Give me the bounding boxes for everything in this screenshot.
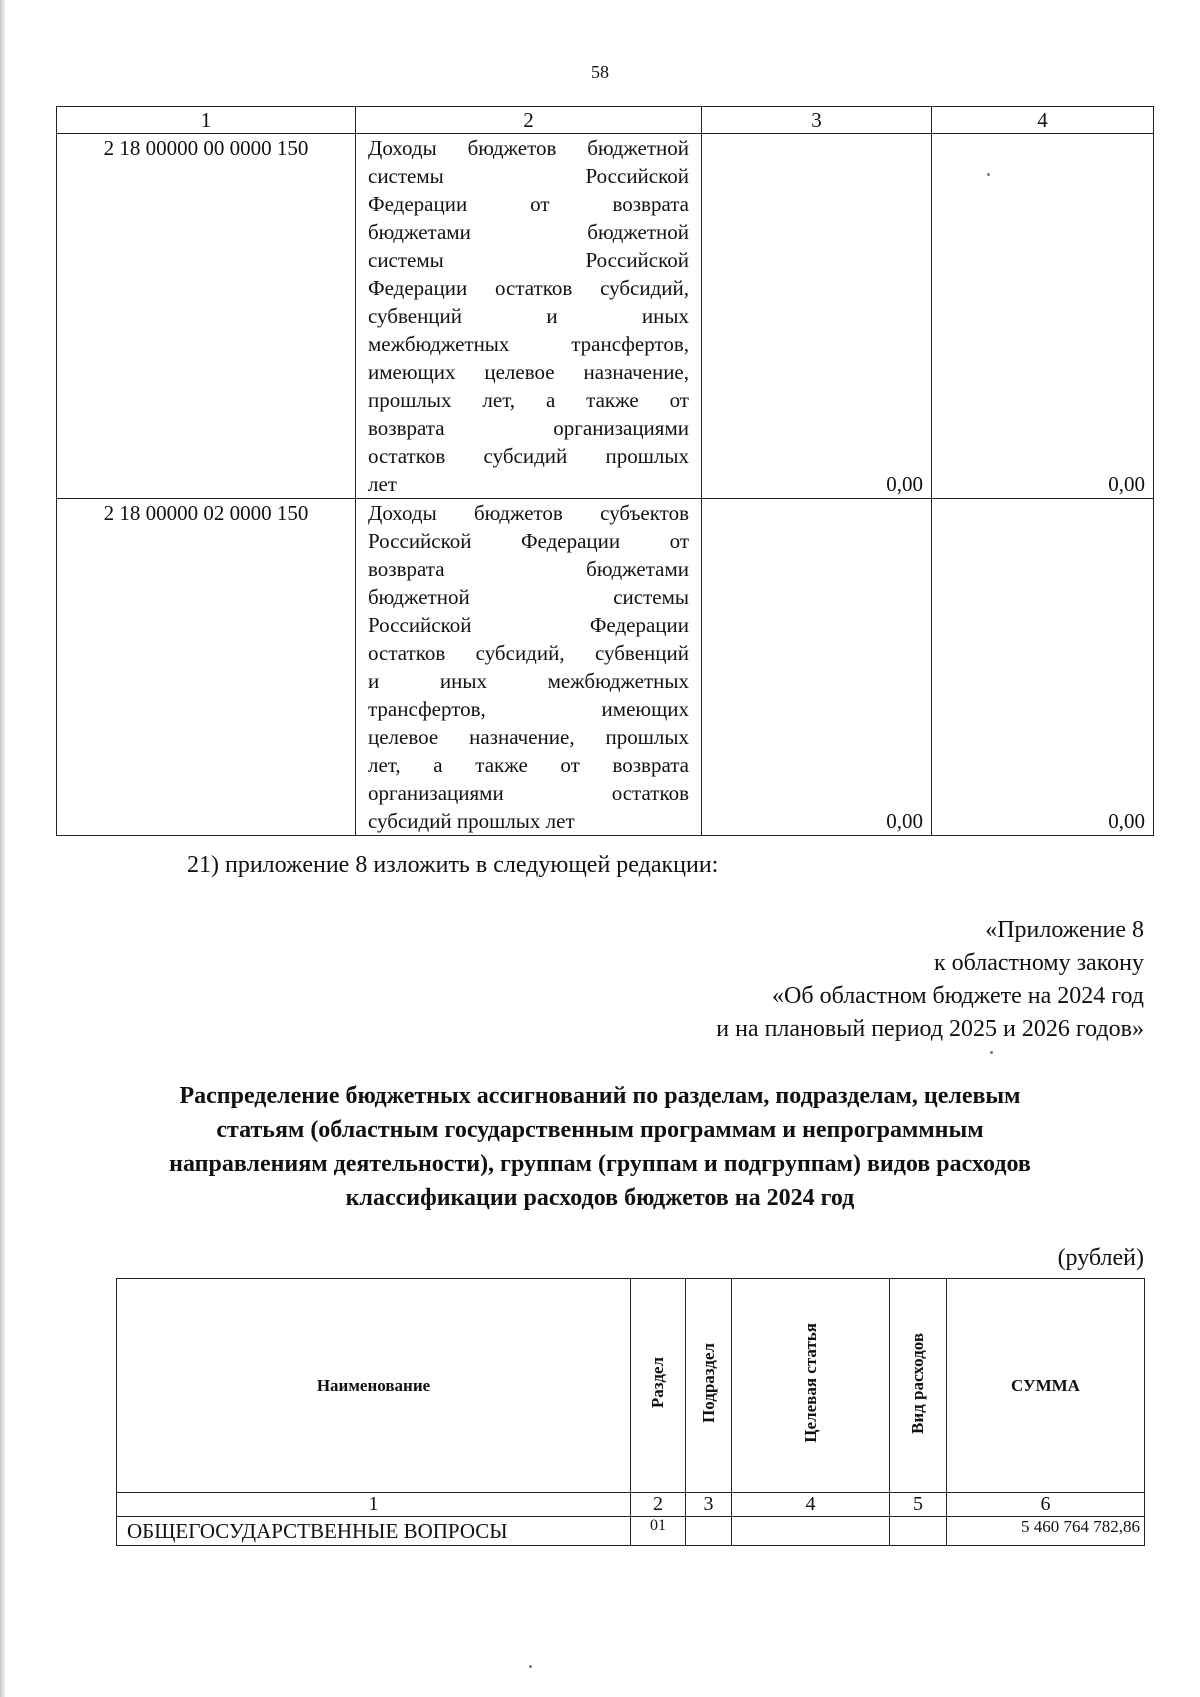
description-line: системы Российской — [368, 248, 689, 272]
description-line: Федерации остатков субсидий, — [368, 276, 689, 300]
table-row — [117, 1517, 1145, 1546]
description-line: Российской Федерации — [368, 613, 689, 637]
description-line: системы Российской — [368, 164, 689, 188]
description-line: имеющих целевое назначение, — [368, 360, 689, 384]
heading-line: классификации расходов бюджетов на 2024 год — [345, 1185, 855, 1211]
appendix-line: «Об областном бюджете на 2024 год — [772, 983, 1144, 1009]
appendix-line: к областному закону — [933, 950, 1144, 976]
row-target-item — [732, 1517, 890, 1546]
row-expense-type — [890, 1517, 947, 1546]
description-line: бюджетной системы — [368, 585, 689, 609]
column-index: 1 — [117, 1493, 631, 1517]
expenditure-table — [116, 1278, 1145, 1546]
description-line: лет, а также от возврата — [368, 753, 689, 777]
column-header-sum: СУММА — [947, 1279, 1145, 1493]
row-sum: 5 460 764 782,86 — [947, 1517, 1145, 1546]
description-line: Доходы бюджетов субъектов — [368, 501, 689, 525]
column-header: 4 — [932, 107, 1154, 134]
column-index: 4 — [732, 1493, 890, 1517]
description-line: межбюджетных трансфертов, — [368, 332, 689, 356]
description-line: субвенций и иных — [368, 304, 689, 328]
description-line: Доходы бюджетов бюджетной — [368, 136, 689, 160]
revenue-table — [56, 106, 1154, 836]
row-name: ОБЩЕГОСУДАРСТВЕННЫЕ ВОПРОСЫ — [117, 1517, 631, 1546]
amount-col4: 0,00 — [932, 134, 1154, 499]
column-header-expense-type: Вид расходов — [890, 1279, 947, 1493]
heading-line: Распределение бюджетных ассигнований по разделам, подразделам, целевым — [179, 1083, 1021, 1109]
column-index-row — [117, 1493, 1145, 1517]
table-row — [57, 499, 1154, 836]
column-header-subsection: Подраздел — [686, 1279, 732, 1493]
budget-code: 2 18 00000 02 0000 150 — [57, 499, 356, 836]
description-line: бюджетами бюджетной — [368, 220, 689, 244]
description-line: остатков субсидий прошлых — [368, 444, 689, 468]
scan-speck — [529, 1665, 532, 1668]
row-description — [356, 134, 702, 499]
description-line: Российской Федерации от — [368, 529, 689, 553]
document-heading — [90, 1079, 1110, 1215]
scan-speck — [987, 173, 990, 176]
column-index: 5 — [890, 1493, 947, 1517]
column-header: 1 — [57, 107, 356, 134]
column-header-target-item: Целевая статья — [732, 1279, 890, 1493]
column-header-section: Раздел — [631, 1279, 686, 1493]
table-header-row — [117, 1279, 1145, 1493]
row-section: 01 — [631, 1517, 686, 1546]
description-line: целевое назначение, прошлых — [368, 725, 689, 749]
description-line: субсидий прошлых лет — [368, 809, 575, 833]
column-header: 3 — [702, 107, 932, 134]
description-line: лет — [368, 472, 397, 496]
page-number: 58 — [591, 62, 609, 82]
description-line: трансфертов, имеющих — [368, 697, 689, 721]
unit-label: (рублей) — [1057, 1245, 1144, 1271]
row-subsection — [686, 1517, 732, 1546]
description-line: возврата организациями — [368, 416, 689, 440]
table-row — [57, 134, 1154, 499]
appendix-line: и на плановый период 2025 и 2026 годов» — [716, 1016, 1144, 1042]
description-line: возврата бюджетами — [368, 557, 689, 581]
description-line: организациями остатков — [368, 781, 689, 805]
table-header-row — [57, 107, 1154, 134]
description-line: и иных межбюджетных — [368, 669, 689, 693]
row-description — [356, 499, 702, 836]
appendix-reference — [716, 914, 1144, 1046]
amount-col3: 0,00 — [702, 499, 932, 836]
column-index: 2 — [631, 1493, 686, 1517]
column-header: 2 — [356, 107, 702, 134]
column-index: 3 — [686, 1493, 732, 1517]
heading-line: направлениям деятельности), группам (группам и подгруппам) видов расходов — [169, 1151, 1031, 1177]
amendment-paragraph: 21) приложение 8 изложить в следующей редакции: — [187, 852, 719, 878]
scan-speck — [990, 1051, 993, 1054]
scan-edge — [0, 0, 5, 1697]
amount-col3: 0,00 — [702, 134, 932, 499]
description-line: остатков субсидий, субвенций — [368, 641, 689, 665]
column-header-name: Наименование — [117, 1279, 631, 1493]
heading-line: статьям (областным государственным программам и непрограммным — [216, 1117, 984, 1143]
budget-code: 2 18 00000 00 0000 150 — [57, 134, 356, 499]
description-line: Федерации от возврата — [368, 192, 689, 216]
amount-col4: 0,00 — [932, 499, 1154, 836]
description-line: прошлых лет, а также от — [368, 388, 689, 412]
column-index: 6 — [947, 1493, 1145, 1517]
appendix-line: «Приложение 8 — [985, 917, 1144, 943]
